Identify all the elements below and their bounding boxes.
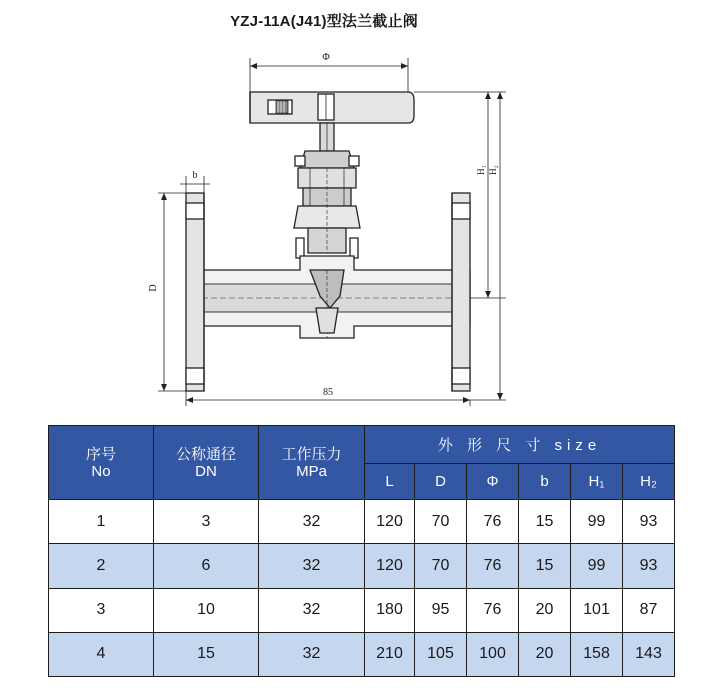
d-label: D [148, 284, 159, 292]
b-dimension [180, 170, 210, 193]
header-pressure: 工作压力 MPa [259, 426, 365, 500]
cell-L: 210 [365, 632, 415, 676]
valve-body [202, 256, 470, 338]
table-row [49, 544, 675, 588]
cell-no: 4 [49, 632, 154, 676]
valve-stem [320, 123, 334, 151]
header-H2: H₂ [623, 464, 675, 500]
d-dimension [148, 193, 186, 391]
left-flange [186, 193, 204, 391]
cell-no: 1 [49, 500, 154, 544]
cell-b: 20 [519, 588, 571, 632]
h2-label: H₂ [488, 165, 498, 175]
table-row [49, 500, 675, 544]
header-phi: Φ [467, 464, 519, 500]
cell-L: 180 [365, 588, 415, 632]
cell-H2: 93 [623, 500, 675, 544]
cell-mpa: 32 [259, 544, 365, 588]
cell-L: 120 [365, 500, 415, 544]
cell-H1: 99 [571, 500, 623, 544]
cell-dn: 6 [154, 544, 259, 588]
cell-phi: 76 [467, 544, 519, 588]
cell-mpa: 32 [259, 632, 365, 676]
cell-D: 105 [415, 632, 467, 676]
valve-drawing [140, 38, 520, 410]
header-D: D [415, 464, 467, 500]
cell-no: 2 [49, 544, 154, 588]
header-b: b [519, 464, 571, 500]
cell-H2: 87 [623, 588, 675, 632]
title-text: YZJ-11A(J41)型法兰截止阀 [230, 13, 418, 30]
cell-mpa: 32 [259, 500, 365, 544]
h1-label: H₁ [476, 165, 486, 175]
right-flange [452, 193, 470, 391]
cell-dn: 3 [154, 500, 259, 544]
header-dimensions: 外 形 尺 寸 size [365, 426, 675, 464]
cell-b: 15 [519, 544, 571, 588]
cell-dn: 15 [154, 632, 259, 676]
cell-H2: 143 [623, 632, 675, 676]
header-dn: 公称通径 DN [154, 426, 259, 500]
cell-H1: 99 [571, 544, 623, 588]
header-no: 序号 No [49, 426, 154, 500]
b-label: b [192, 170, 198, 181]
valve-bonnet [294, 151, 360, 258]
cell-phi: 76 [467, 500, 519, 544]
page-title [0, 10, 718, 31]
cell-D: 70 [415, 500, 467, 544]
cell-b: 20 [519, 632, 571, 676]
cell-phi: 76 [467, 588, 519, 632]
cell-phi: 100 [467, 632, 519, 676]
table-row [49, 632, 675, 676]
handwheel [250, 92, 414, 123]
cell-dn: 10 [154, 588, 259, 632]
header-L: L [365, 464, 415, 500]
phi-dimension [250, 52, 408, 93]
cell-no: 3 [49, 588, 154, 632]
cell-mpa: 32 [259, 588, 365, 632]
spec-table [48, 425, 675, 677]
cell-D: 70 [415, 544, 467, 588]
cell-H1: 158 [571, 632, 623, 676]
cell-D: 95 [415, 588, 467, 632]
cell-b: 15 [519, 500, 571, 544]
table-row [49, 588, 675, 632]
cell-H1: 101 [571, 588, 623, 632]
cell-H2: 93 [623, 544, 675, 588]
cell-L: 120 [365, 544, 415, 588]
length-label: 85 [323, 387, 333, 398]
phi-label: Φ [322, 52, 330, 63]
length-dimension [186, 387, 470, 406]
header-H1: H₁ [571, 464, 623, 500]
